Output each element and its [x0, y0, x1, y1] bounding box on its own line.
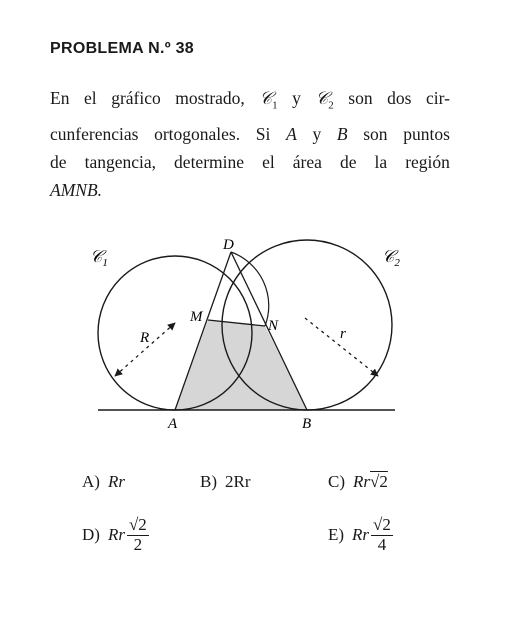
- option-text: Rr: [107, 524, 125, 544]
- option-text: Rr: [353, 472, 370, 491]
- option-text: 2Rr: [225, 472, 251, 491]
- geometry-figure: [80, 225, 420, 435]
- word: B: [336, 123, 348, 144]
- fraction-denominator: 4: [377, 535, 387, 554]
- word: área: [292, 151, 322, 172]
- option-a[interactable]: [82, 472, 125, 492]
- problem-statement: [50, 84, 450, 204]
- label-b: B: [302, 416, 312, 432]
- word: gráfico: [111, 88, 161, 108]
- statement-line-2: [50, 120, 450, 148]
- word: de: [50, 151, 67, 172]
- option-letter: B): [200, 472, 217, 491]
- word: y: [312, 123, 322, 144]
- label-r-small: r: [340, 326, 346, 342]
- option-e[interactable]: [328, 515, 393, 554]
- word: determine: [174, 151, 245, 172]
- sqrt-two: √2: [370, 472, 388, 491]
- shaded-region-amnb: [175, 320, 307, 410]
- word: puntos: [403, 123, 450, 144]
- option-letter: C): [328, 472, 345, 491]
- word: cir-: [426, 88, 450, 108]
- option-b[interactable]: [200, 472, 251, 492]
- label-n: N: [268, 318, 279, 334]
- circle-symbol-c1: 𝒞$_1$: [259, 88, 278, 112]
- option-d[interactable]: [82, 515, 149, 554]
- label-c2: 𝒞$_2$: [382, 247, 400, 269]
- statement-line-4: [50, 176, 450, 204]
- statement-line-3: [50, 148, 450, 176]
- label-d: D: [223, 237, 234, 253]
- word: región: [405, 151, 450, 172]
- option-text: Rr: [107, 472, 125, 491]
- problem-title: PROBLEMA N.º 38: [50, 40, 194, 57]
- word: la: [374, 151, 388, 172]
- fraction-denominator: 2: [133, 535, 143, 554]
- word: cunferencias: [50, 123, 139, 144]
- label-m: M: [190, 309, 203, 325]
- word: AMNB.: [50, 179, 103, 200]
- word: son: [363, 123, 388, 144]
- option-c[interactable]: [328, 472, 388, 492]
- label-r-big: R: [140, 330, 150, 346]
- label-a: A: [168, 416, 178, 432]
- label-c1: 𝒞$_1$: [90, 247, 108, 269]
- word: A: [286, 123, 297, 144]
- statement-line-1: [50, 84, 450, 120]
- word: Si: [255, 123, 271, 144]
- option-letter: A): [82, 472, 100, 491]
- fraction: [127, 515, 149, 554]
- word: En: [50, 88, 70, 108]
- word: de: [339, 151, 357, 172]
- option-letter: D): [82, 524, 100, 544]
- fraction: [371, 515, 393, 554]
- word: y: [292, 88, 301, 108]
- word: ortogonales.: [154, 123, 241, 144]
- word: mostrado,: [175, 88, 245, 108]
- word: dos: [387, 88, 412, 108]
- word: son: [348, 88, 373, 108]
- option-letter: E): [328, 524, 345, 544]
- circle-symbol-c2: 𝒞$_2$: [315, 88, 334, 112]
- word: tangencia,: [84, 151, 156, 172]
- word: el: [84, 88, 97, 108]
- fraction-numerator: √2: [373, 515, 391, 534]
- word: el: [262, 151, 275, 172]
- option-text: Rr: [352, 524, 370, 544]
- fraction-numerator: √2: [128, 515, 147, 534]
